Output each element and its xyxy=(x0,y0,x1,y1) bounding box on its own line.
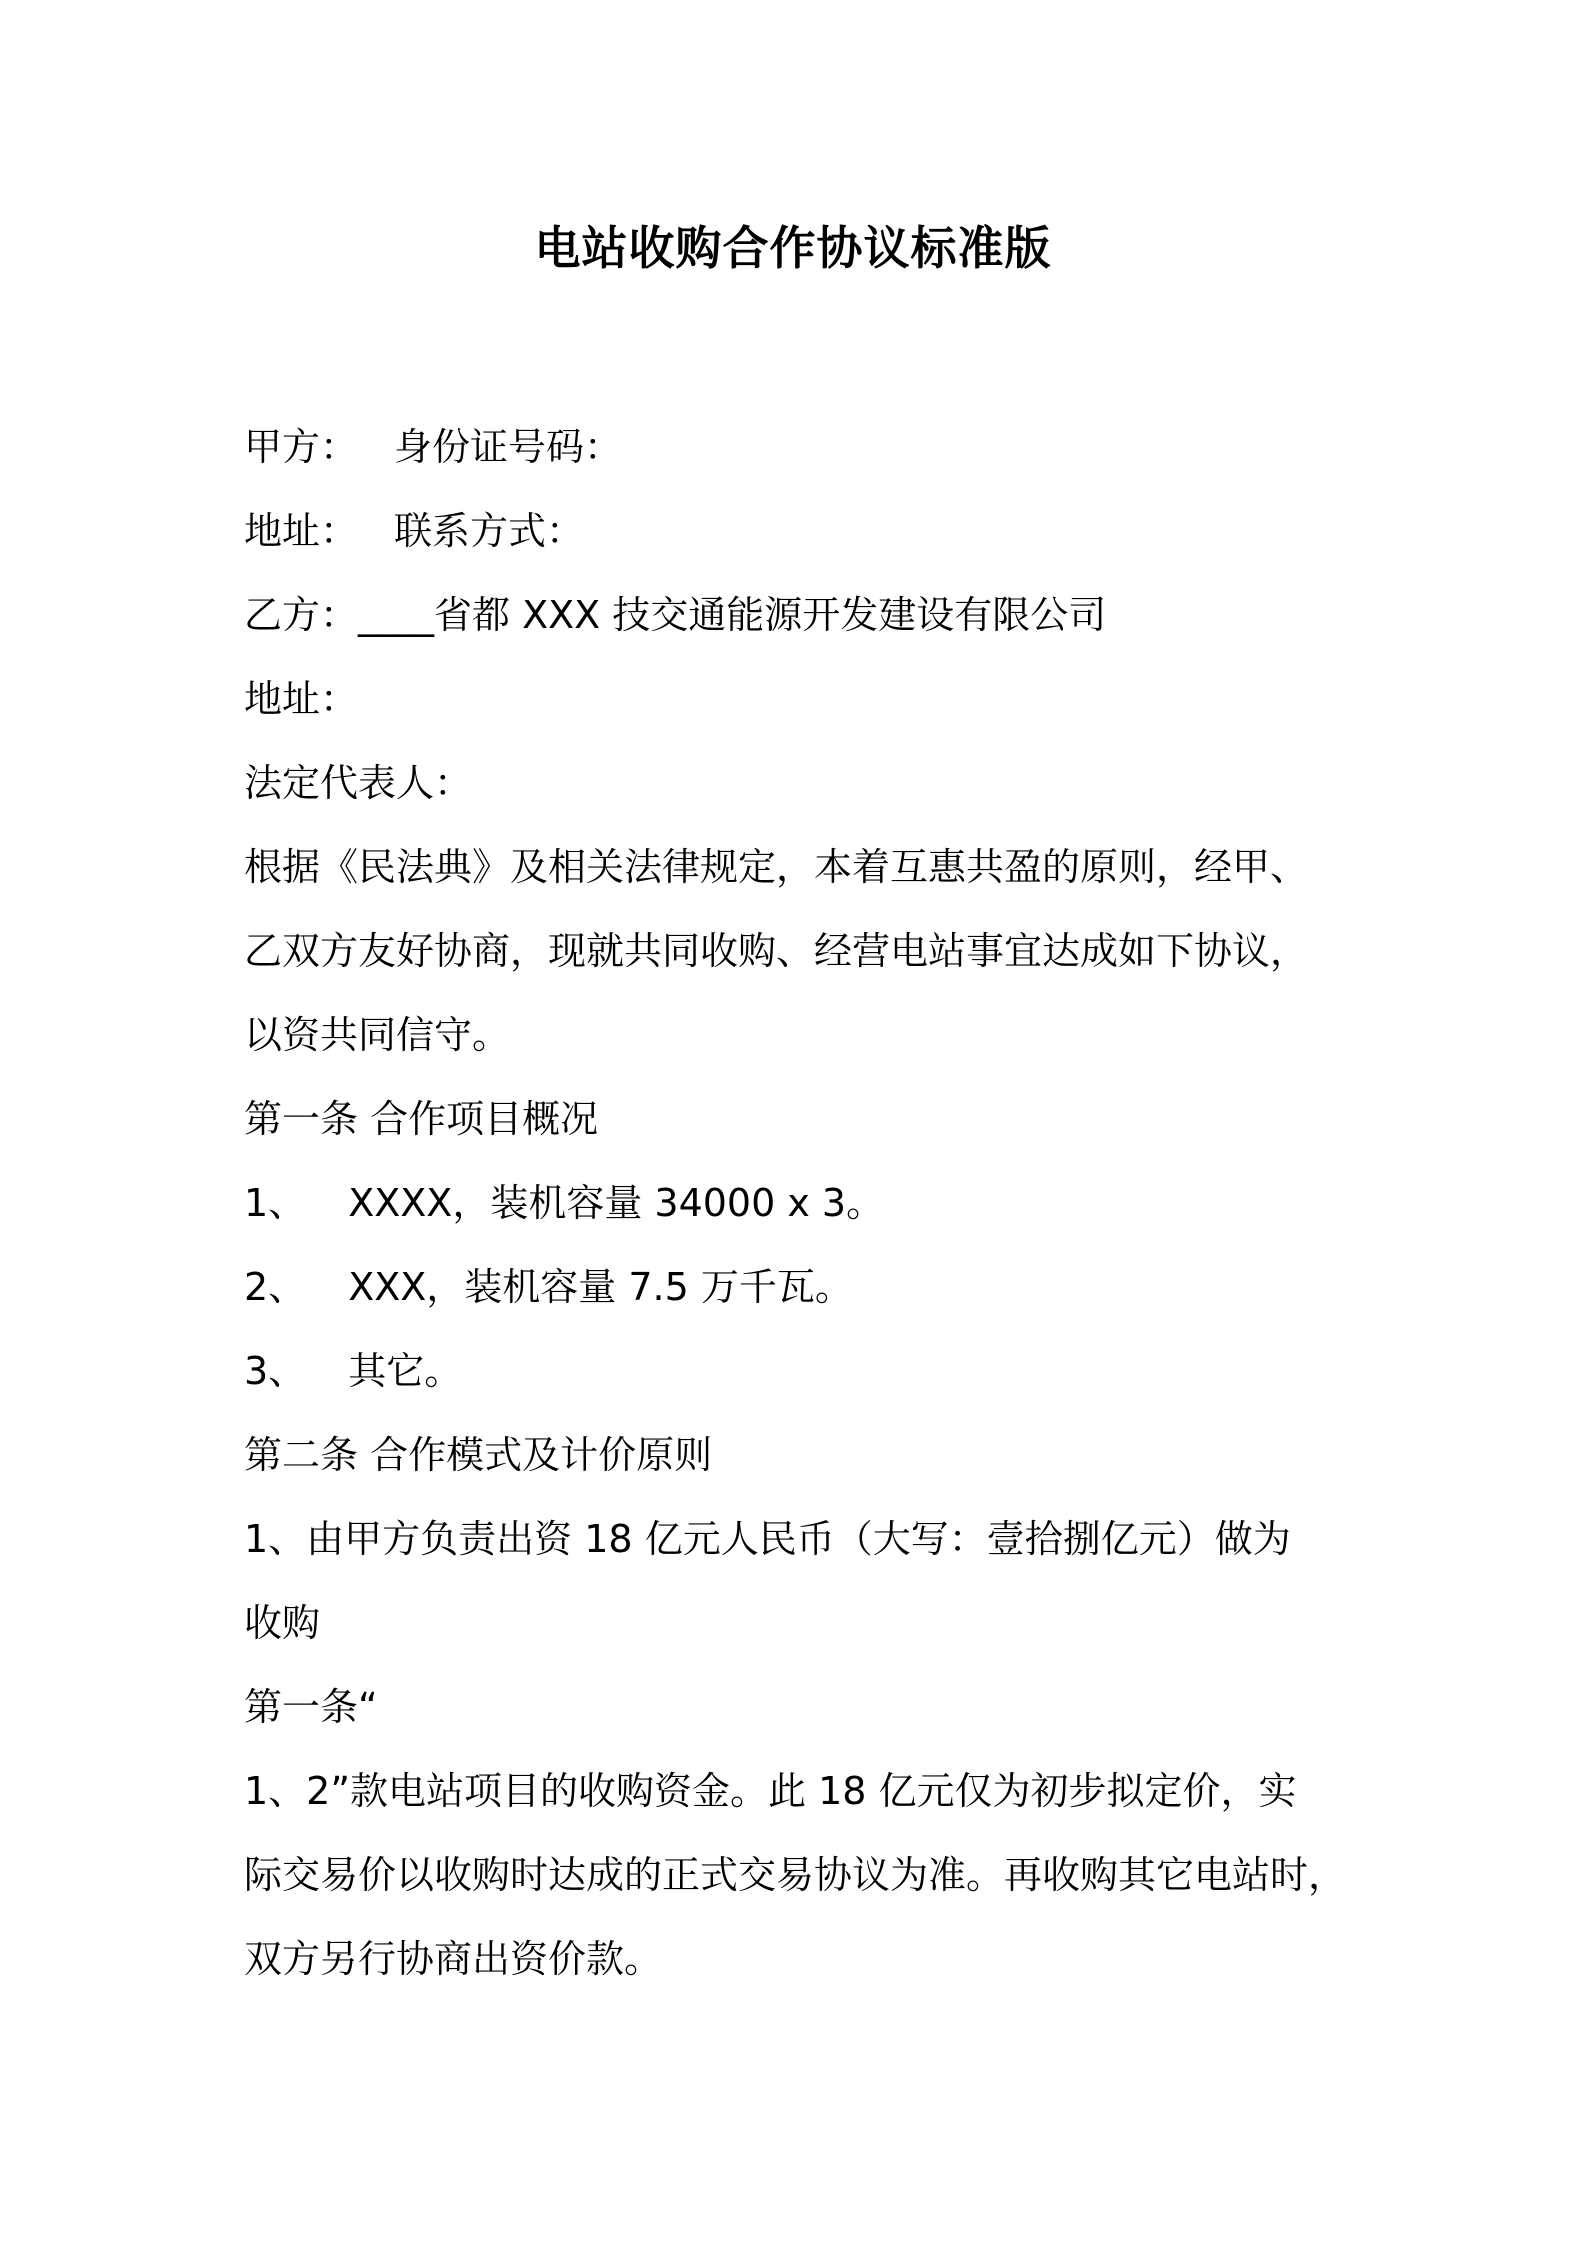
article2-line: 第一条“ xyxy=(244,1685,378,1729)
party-a-address-line xyxy=(244,489,1374,573)
article1-item-text: 其它。 xyxy=(348,1349,463,1393)
preamble-line: 乙双方友好协商，现就共同收购、经营电站事宜达成如下协议， xyxy=(244,929,1309,973)
party-b-address-label: 地址： xyxy=(244,677,359,721)
article2-line: 际交易价以收购时达成的正式交易协议为准。再收购其它电站时， xyxy=(244,1853,1347,1897)
document-body xyxy=(244,405,1374,2001)
article1-item-number: 1、 xyxy=(244,1181,307,1225)
party-a-line xyxy=(244,405,1374,489)
party-a-label: 甲方： xyxy=(244,425,359,469)
party-b-legal-rep-label: 法定代表人： xyxy=(244,761,473,805)
document-title: 电站收购合作协议标准版 xyxy=(534,221,1052,275)
article2-line: 收购 xyxy=(244,1601,321,1645)
article1-item xyxy=(244,1329,1374,1413)
article2-line: 双方另行协商出资价款。 xyxy=(244,1937,663,1981)
article1-item-number: 2、 xyxy=(244,1265,307,1309)
article1-item-number: 3、 xyxy=(244,1349,307,1393)
preamble-line: 以资共同信守。 xyxy=(244,1013,511,1057)
article1-item-text: XXXX，装机容量 34000 x 3。 xyxy=(348,1181,885,1225)
article1-item xyxy=(244,1161,1374,1245)
article2-heading: 第二条 合作模式及计价原则 xyxy=(244,1433,713,1477)
article1-item-text: XXX，装机容量 7.5 万千瓦。 xyxy=(348,1265,853,1309)
preamble-line: 根据《民法典》及相关法律规定，本着互惠共盈的原则，经甲、 xyxy=(244,845,1309,889)
article1-item xyxy=(244,1245,1374,1329)
party-a-id-label: 身份证号码： xyxy=(394,425,623,469)
party-a-contact-label: 联系方式： xyxy=(394,509,585,553)
article2-line: 1、由甲方负责出资 18 亿元人民币（大写：壹拾捌亿元）做为 xyxy=(244,1517,1291,1561)
article1-heading: 第一条 合作项目概况 xyxy=(244,1097,599,1141)
article2-line: 1、2”款电站项目的收购资金。此 18 亿元仅为初步拟定价，实 xyxy=(244,1769,1297,1813)
party-a-address-label: 地址： xyxy=(244,509,359,553)
party-b-line: 乙方：____省都 XXX 技交通能源开发建设有限公司 xyxy=(244,593,1107,637)
